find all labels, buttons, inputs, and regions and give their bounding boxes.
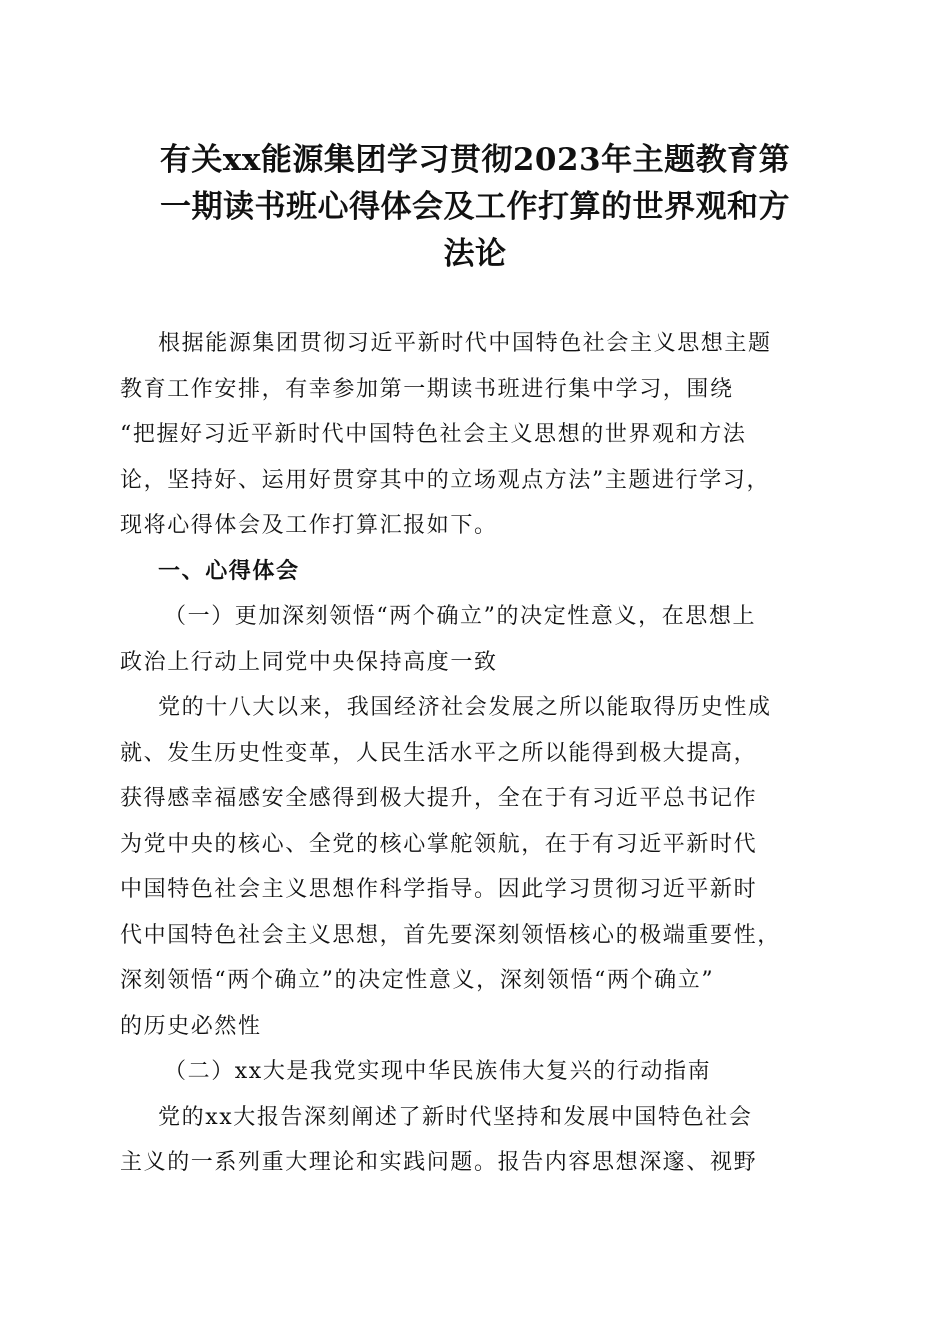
title-line: 有关xx能源集团学习贯彻2023年主题教育第 (159, 142, 791, 178)
paragraph-1 (120, 685, 835, 1049)
title-line: 法论 (443, 236, 507, 272)
paragraph-line: 就、发生历史性变革，人民生活水平之所以能得到极大提高， (120, 740, 758, 766)
subsection-heading-2: （二）xx大是我党实现中华民族伟大复兴的行动指南 (164, 1059, 712, 1084)
paragraph-line: 为党中央的核心、全党的核心掌舵领航，在于有习近平新时代 (120, 831, 758, 857)
intro-line: “把握好习近平新时代中国特色社会主义思想的世界观和方法 (120, 422, 747, 447)
subsection-heading-line: 政治上行动上同党中央保持高度一致 (120, 649, 498, 675)
intro-line: 教育工作安排，有幸参加第一期读书班进行集中学习，围绕 (120, 376, 734, 402)
intro-line: 论，坚持好、运用好贯穿其中的立场观点方法”主题进行学习， (120, 467, 771, 493)
intro-paragraph (120, 321, 835, 549)
section-heading-1: 一、心得体会 (158, 558, 300, 584)
intro-line: 现将心得体会及工作打算汇报如下。 (120, 513, 498, 538)
paragraph-2 (120, 1095, 835, 1186)
paragraph-line: 的历史必然性 (120, 1013, 262, 1039)
subsection-heading-1 (120, 594, 835, 685)
paragraph-line: 深刻领悟“两个确立”的决定性意义，深刻领悟“两个确立” (120, 968, 715, 993)
title-line: 一期读书班心得体会及工作打算的世界观和方 (160, 189, 790, 225)
paragraph-line: 党的xx大报告深刻阐述了新时代坚持和发展中国特色社会 (158, 1104, 753, 1130)
document-body (120, 321, 835, 1186)
subsection-heading-line: （一）更加深刻领悟“两个确立”的决定性意义，在思想上 (164, 604, 757, 629)
document-title (110, 137, 840, 278)
intro-line: 根据能源集团贯彻习近平新时代中国特色社会主义思想主题 (158, 331, 772, 356)
paragraph-line: 代中国特色社会主义思想，首先要深刻领悟核心的极端重要性， (120, 922, 781, 948)
paragraph-line: 党的十八大以来，我国经济社会发展之所以能取得历史性成 (158, 695, 772, 720)
paragraph-line: 主义的一系列重大理论和实践问题。报告内容思想深邃、视野 (120, 1150, 758, 1175)
paragraph-line: 获得感幸福感安全感得到极大提升，全在于有习近平总书记作 (120, 786, 758, 811)
paragraph-line: 中国特色社会主义思想作科学指导。因此学习贯彻习近平新时 (120, 877, 758, 902)
